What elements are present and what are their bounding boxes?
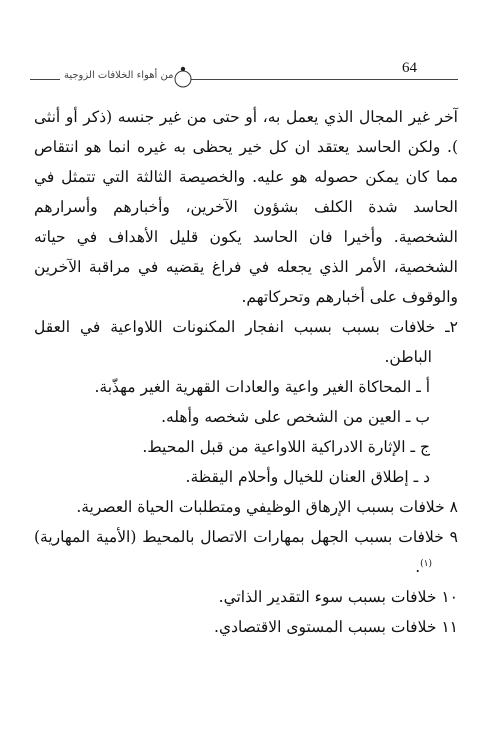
subitem-a: أ ـ المحاكاة الغير واعية والعادات القهرية الغير مهذّبة. — [94, 378, 430, 396]
list-item-9 — [34, 522, 458, 582]
list-item-10: ١٠ خلافات بسبب سوء التقدير الذاتي. — [218, 588, 458, 606]
page-body — [34, 102, 458, 642]
body-paragraph: آخر غير المجال الذي يعمل به، أو حتى من غير جنسه (ذكر أو أنثى ). ولكن الحاسد يعتقد ان كل خير يحظى به غيره انما هو انتقاص مما كان يمكن حصوله هو عليه. والخصيصة الثالثة التي تتمثل في الحاسد شدة الكلف بشؤون الآخرين، وأخبارهم وأسرارهم الشخصية. وأخيرا فان الحاسد يكون قليل الأهداف في حياته الشخصية، الأمر الذي يجعله في فراغ يقضيه في مراقبة الآخرين والوقوف على أخبارهم وتحركاتهم. — [34, 108, 458, 306]
subitem-d: د ـ إطلاق العنان للخيال وأحلام اليقظة. — [185, 468, 430, 486]
running-title: من أهواء الخلافات الزوجية — [60, 70, 177, 81]
page-header — [30, 58, 458, 88]
list-item-9-end: . — [415, 558, 421, 576]
list-item-7: ٢ـ خلافات بسبب بسبب انفجار المكنونات اللاواعية في العقل الباطن. — [34, 318, 458, 366]
subitem-c: ج ـ الإثارة الادراكية اللاواعية من قبل المحيط. — [142, 438, 430, 456]
list-item-9-text: ٩ خلافات بسبب الجهل بمهارات الاتصال بالمحيط (الأمية المهارية) — [34, 528, 458, 546]
list-item-8: ٨ خلافات بسبب الإرهاق الوظيفي ومتطلبات الحياة العصرية. — [76, 498, 458, 516]
circle-ornament-icon — [172, 66, 194, 88]
footnote-marker: (١) — [420, 558, 432, 569]
subitem-b: ب ـ العين من الشخص على شخصه وأهله. — [161, 408, 430, 426]
page-number: 64 — [402, 60, 417, 76]
list-item-11: ١١ خلافات بسبب المستوى الاقتصادي. — [214, 618, 458, 636]
